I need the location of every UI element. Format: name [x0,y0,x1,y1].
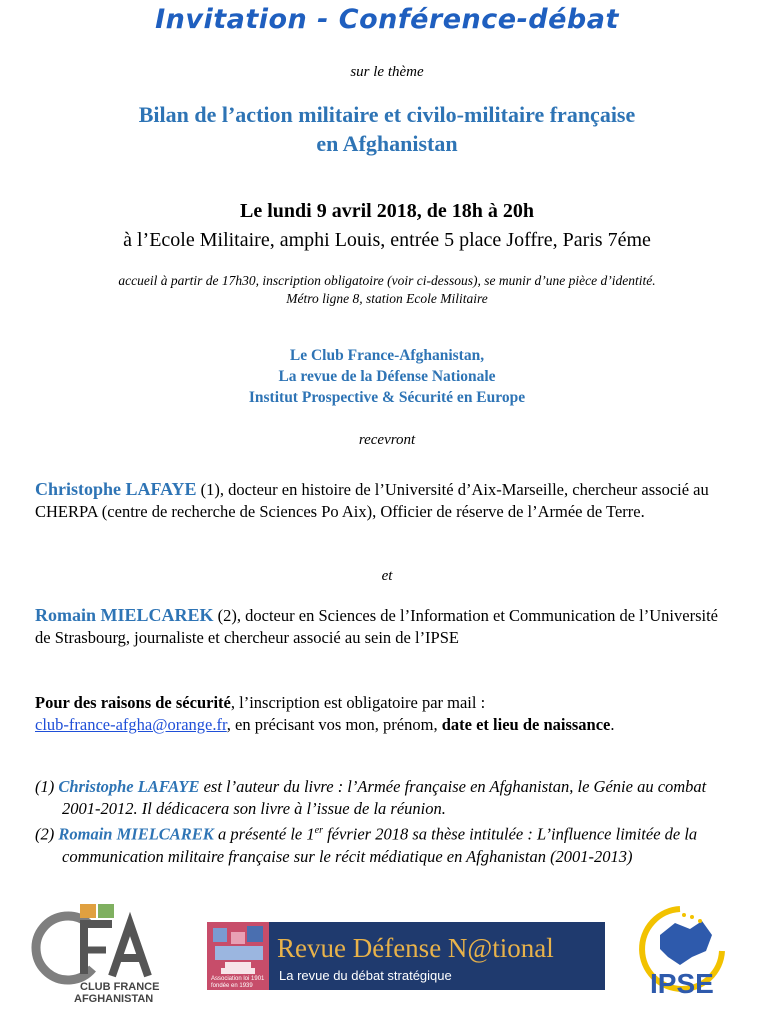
registration-paragraph [35,692,735,736]
footnote-2-text-after: février 2018 sa thèse intitulée : L’influence limitée de la communication militaire française sur le récit médiatique en Afghanistan (2001-2013) [62,824,698,866]
rdn-assoc-1: Association loi 1901 [211,976,265,982]
subject-line-1: Bilan de l’action militaire et civilo-militaire française [138,102,636,127]
registration-text-2: , en précisant vos mon, prénom, [226,715,442,734]
speaker-1-bio: , docteur en histoire de l’Université d’Aix-Marseille, chercheur associé au CHERPA (centre de recherche de Sciences Po Aix), Officier de réserve de l’Armée de Terre. [35,480,709,521]
theme-label: sur le thème [350,64,424,80]
speaker-1-name: Christophe LAFAYE [35,479,197,499]
revue-defense-nationale-logo [207,922,605,990]
registration-text-1: , l’inscription est obligatoire par mail : [230,693,486,712]
invitation-title: Invitation - Conférence-débat [155,4,619,35]
info-line-2: Métro ligne 8, station Ecole Militaire [286,291,488,306]
footnote-1-num: (1) [35,777,55,796]
speaker-2-bio: , docteur en Sciences de l’Information et Communication de l’Université de Strasbourg, journaliste et chercheur associé au sein de l’IPSE [35,606,718,647]
footnote-2-num: (2) [35,824,55,844]
club-france-afghanistan-logo [26,900,166,1004]
registration-bold-end: date et lieu de naissance [441,715,611,734]
speaker-1-paragraph [35,478,735,523]
registration-period: . [610,715,615,734]
registration-bold-intro: Pour des raisons de sécurité [35,693,231,712]
event-date: Le lundi 9 avril 2018, de 18h à 20h [240,200,534,222]
ipse-label: IPSE [650,968,714,997]
footnotes [35,776,735,868]
et-label: et [381,568,393,584]
rdn-title: Revue Défense N@tional [277,933,554,963]
cfa-line-1: CLUB FRANCE [80,981,160,993]
speaker-2-ref: (2) [213,606,237,625]
receive-label: recevront [358,432,416,448]
speaker-2-name: Romain MIELCAREK [35,605,214,625]
host-club: Le Club France-Afghanistan, [289,347,485,364]
rdn-assoc-2: fondée en 1939 [211,983,253,989]
footnote-1-name: Christophe LAFAYE [58,777,200,796]
star-icons [682,913,702,923]
cfa-line-2: AFGHANISTAN [74,993,154,1004]
ipse-logo-mark [630,905,730,997]
cfa-logo-mark [26,900,166,1004]
footnote-1 [35,776,735,820]
registration-email-link[interactable]: club-france-afgha@orange.fr [35,715,227,734]
event-place: à l’Ecole Militaire, amphi Louis, entrée 5 place Joffre, Paris 7éme [123,229,651,251]
footnote-2-name: Romain MIELCAREK [58,824,214,844]
subject-line-2: en Afghanistan [316,131,458,156]
host-institut: Institut Prospective & Sécurité en Europe [248,389,526,406]
rdn-logo-mark [207,922,605,990]
host-revue: La revue de la Défense Nationale [278,368,496,385]
footnote-2 [35,820,735,868]
conference-subject [0,100,774,158]
ipse-logo [630,905,730,997]
cfa-letters: cFA [32,902,34,903]
info-line-1: accueil à partir de 17h30, inscription obligatoire (voir ci-dessous), se munir d’une pièce d’identité. [118,273,656,288]
rdn-subtitle: La revue du débat stratégique [279,968,452,983]
event-info [0,272,774,308]
speaker-2-paragraph [35,604,735,649]
speaker-1-ref: (1) [196,480,220,499]
footnote-1-text: est l’auteur du livre : l’Armée française en Afghanistan, le Génie au combat 2001-2012. Il dédicacera son livre à l’issue de la réunion. [62,777,707,818]
hosts-list [0,345,774,408]
footnote-2-sup: er [314,825,323,836]
footnote-2-text-before: a présenté le 1 [213,824,315,844]
